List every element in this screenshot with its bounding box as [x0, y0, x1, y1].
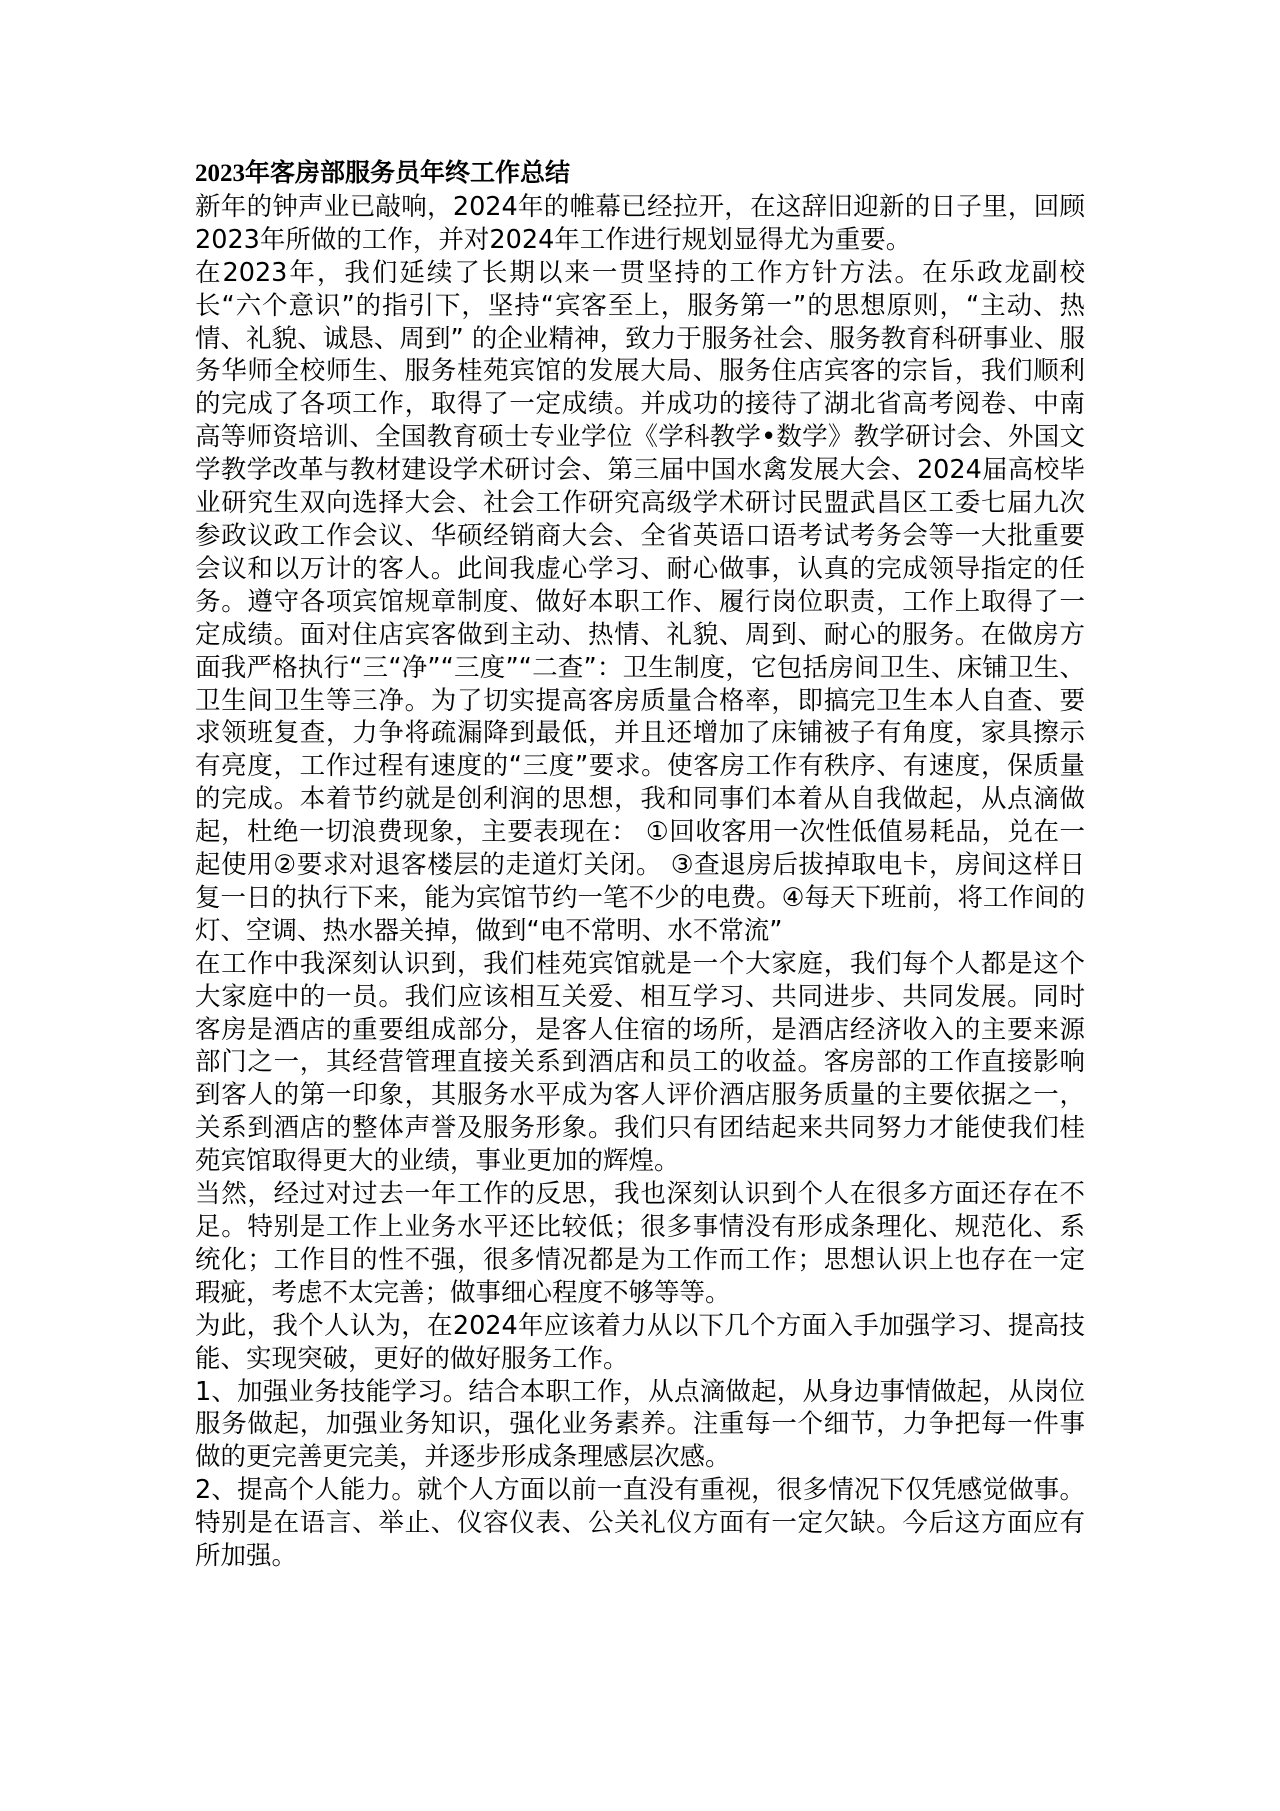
paragraph-shortcomings: 当然，经过对过去一年工作的反思，我也深刻认识到个人在很多方面还存在不足。特别是工作上业务水平还比较低；很多事情没有形成条理化、规范化、系统化；工作目的性不强，很多情况都是为工作而工作；思想认识上也存在一定瑕疵，考虑不太完善；做事细心程度不够等等。: [195, 1179, 1085, 1308]
document-title: 2023年客房部服务员年终工作总结: [195, 160, 571, 187]
paragraph-intro: 新年的钟声业已敲响，2024年的帷幕已经拉开，在这辞旧迎新的日子里，回顾2023年所做的工作，并对2024年工作进行规划显得尤为重要。: [195, 191, 1085, 255]
paragraph-achievements: 在2023年，我们延续了长期以来一贯坚持的工作方针方法。在乐政龙副校长“六个意识”的指引下，坚持“宾客至上，服务第一”的思想原则，“主动、热情、礼貌、诚恳、周到” 的企业精神，致力于服务社会、服务教育科研事业、服务华师全校师生、服务桂苑宾馆的发展大局、服务住店宾客的宗旨，我们顺利的完成了各项工作，取得了一定成绩。并成功的接待了湖北省高考阅卷、中南高等师资培训、全国教育硕士专业学位《学科教学•数学》教学研讨会、外国文学教学改革与教材建设学术研讨会、第三届中国水禽发展大会、2024届高校毕业研究生双向选择大会、社会工作研究高级学术研讨民盟武昌区工委七届九次参政议政工作会议、华硕经销商大会、全省英语口语考试考务会等一大批重要会议和以万计的客人。此间我虚心学习、耐心做事，认真的完成领导指定的任务。遵守各项宾馆规章制度、做好本职工作、履行岗位职责，工作上取得了一定成绩。面对住店宾客做到主动、热情、礼貌、周到、耐心的服务。在做房方面我严格执行“三“净”“三度”“二查”：卫生制度，它包括房间卫生、床铺卫生、卫生间卫生等三净。为了切实提高客房质量合格率，即搞完卫生本人自查、要求领班复查，力争将疏漏降到最低，并且还增加了床铺被子有角度，家具擦示有亮度，工作过程有速度的“三度”要求。使客房工作有秩序、有速度，保质量的完成。本着节约就是创利润的思想，我和同事们本着从自我做起，从点滴做起，杜绝一切浪费现象，主要表现在： ①回收客用一次性低值易耗品，兑在一起使用②要求对退客楼层的走道灯关闭。 ③查退房后拔掉取电卡，房间这样日复一日的执行下来，能为宾馆节约一笔不少的电费。④每天下班前，将工作间的灯、空调、热水器关掉，做到“电不常明、水不常流”: [195, 257, 1085, 946]
paragraph-plan-item-1: 1、加强业务技能学习。结合本职工作，从点滴做起，从身边事情做起，从岗位服务做起，加强业务知识，强化业务素养。注重每一个细节，力争把每一件事做的更完善更完美，并逐步形成条理感层次感。: [195, 1376, 1085, 1473]
paragraph-plan-item-2: 2、提高个人能力。就个人方面以前一直没有重视，很多情况下仅凭感觉做事。特别是在语言、举止、仪容仪表、公关礼仪方面有一定欠缺。今后这方面应有所加强。: [195, 1475, 1085, 1572]
paragraph-team-family: 在工作中我深刻认识到，我们桂苑宾馆就是一个大家庭，我们每个人都是这个大家庭中的一员。我们应该相互关爱、相互学习、共同进步、共同发展。同时客房是酒店的重要组成部分，是客人住宿的场所，是酒店经济收入的主要来源部门之一，其经营管理直接关系到酒店和员工的收益。客房部的工作直接影响到客人的第一印象，其服务水平成为客人评价酒店服务质量的主要依据之一，关系到酒店的整体声誉及服务形象。我们只有团结起来共同努力才能使我们桂苑宾馆取得更大的业绩，事业更加的辉煌。: [195, 948, 1085, 1177]
paragraph-plan-intro: 为此，我个人认为，在2024年应该着力从以下几个方面入手加强学习、提高技能、实现突破，更好的做好服务工作。: [195, 1310, 1085, 1374]
document-page: [195, 158, 1085, 1573]
